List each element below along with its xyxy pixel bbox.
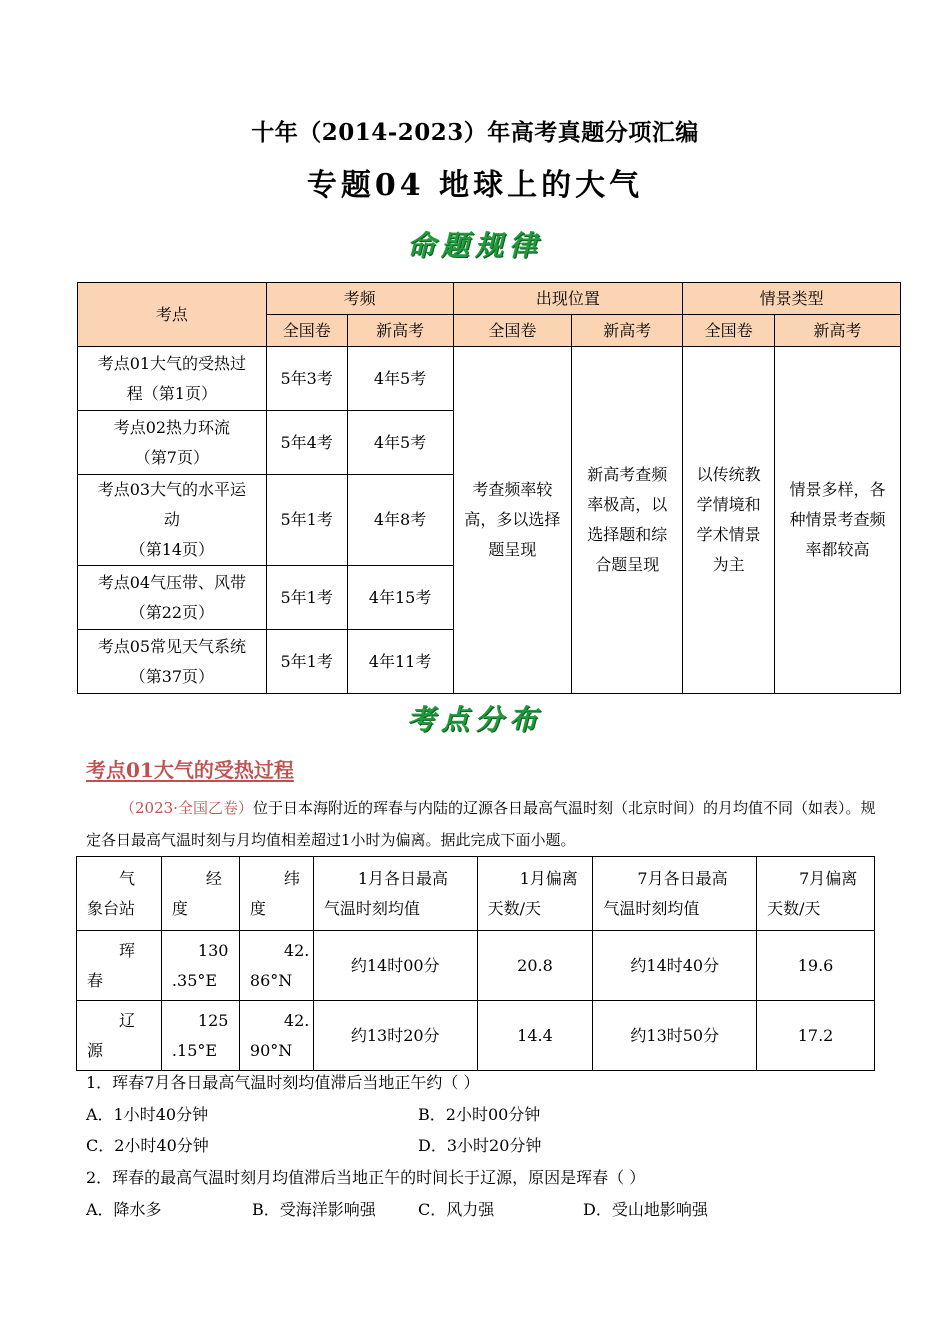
- section-heading-rules: 命题规律: [406, 229, 543, 262]
- table-row: [78, 347, 901, 411]
- freq-new: 4年5考: [347, 411, 453, 475]
- col-header: 1月各日最高 气温时刻均值: [313, 857, 477, 931]
- jul-time-cell: 约13时50分: [593, 1001, 757, 1071]
- jul-dev-cell: 17.2: [757, 1001, 875, 1071]
- table-row: [77, 931, 875, 1001]
- q1-option-a[interactable]: A．1小时40分钟: [86, 1105, 209, 1124]
- q2-option-a[interactable]: A．降水多: [86, 1200, 162, 1219]
- jul-time-cell: 约14时40分: [593, 931, 757, 1001]
- jan-dev-cell: 20.8: [477, 931, 593, 1001]
- subheader: 全国卷: [453, 315, 572, 347]
- kaodian-cell: 考点02热力环流 （第7页）: [78, 411, 267, 475]
- summary-table: [77, 282, 901, 694]
- q2-option-d[interactable]: D．受山地影响强: [583, 1200, 708, 1219]
- kaodian-cell: 考点01大气的受热过 程（第1页）: [78, 347, 267, 411]
- question-source: （2023·全国乙卷）: [120, 799, 253, 817]
- subheader: 新高考: [572, 315, 683, 347]
- subheader: 全国卷: [683, 315, 775, 347]
- col-header: 经 度: [161, 857, 239, 931]
- freq-new: 4年11考: [347, 630, 453, 694]
- subheader: 新高考: [775, 315, 901, 347]
- table-header-row: [77, 857, 875, 931]
- col-header: 纬 度: [239, 857, 313, 931]
- longitude-cell: 125 .15°E: [161, 1001, 239, 1071]
- col-header: 7月各日最高 气温时刻均值: [593, 857, 757, 931]
- subheader: 全国卷: [266, 315, 347, 347]
- jan-dev-cell: 14.4: [477, 1001, 593, 1071]
- table-row: [77, 1001, 875, 1071]
- station-cell: 辽 源: [77, 1001, 162, 1071]
- question-1-stem: 1．珲春7月各日最高气温时刻均值滞后当地正午约（ ）: [86, 1073, 480, 1092]
- latitude-cell: 42. 86°N: [239, 931, 313, 1001]
- question-intro: [86, 792, 876, 856]
- col-header: 7月偏离 天数/天: [757, 857, 875, 931]
- jul-dev-cell: 19.6: [757, 931, 875, 1001]
- header-chuxian: 出现位置: [453, 283, 683, 315]
- freq-new: 4年8考: [347, 475, 453, 566]
- question-2-stem: 2．珲春的最高气温时刻月均值滞后当地正午的时间长于辽源，原因是珲春（ ）: [86, 1168, 646, 1187]
- position-national: 考查频率较 高，多以选择 题呈现: [453, 347, 572, 694]
- header-kaodian: 考点: [78, 283, 267, 347]
- scenario-national: 以传统教 学情境和 学术情景 为主: [683, 347, 775, 694]
- longitude-cell: 130 .35°E: [161, 931, 239, 1001]
- document-title: 十年（2014-2023）年高考真题分项汇编: [251, 119, 699, 146]
- latitude-cell: 42. 90°N: [239, 1001, 313, 1071]
- freq-national: 5年3考: [266, 347, 347, 411]
- kaodian-cell: 考点05常见天气系统 （第37页）: [78, 630, 267, 694]
- freq-national: 5年4考: [266, 411, 347, 475]
- weather-data-table: [76, 856, 875, 1071]
- topic-title: 专题04 地球上的大气: [306, 168, 644, 203]
- q1-option-b[interactable]: B．2小时00分钟: [418, 1105, 541, 1124]
- freq-new: 4年15考: [347, 566, 453, 630]
- header-kaopin: 考频: [266, 283, 453, 315]
- subheader: 新高考: [347, 315, 453, 347]
- freq-national: 5年1考: [266, 475, 347, 566]
- kaodian-heading: 考点01大气的受热过程: [86, 758, 294, 782]
- freq-national: 5年1考: [266, 630, 347, 694]
- q1-option-d[interactable]: D．3小时20分钟: [418, 1136, 542, 1155]
- q2-option-b[interactable]: B．受海洋影响强: [252, 1200, 376, 1219]
- kaodian-cell: 考点04气压带、风带 （第22页）: [78, 566, 267, 630]
- freq-national: 5年1考: [266, 566, 347, 630]
- question-passage: 位于日本海附近的珲春与内陆的辽源各日最高气温时刻（北京时间）的月均值不同（如表）。规定各日最高气温时刻与月均值相差超过1小时为偏离。据此完成下面小题。: [86, 799, 876, 849]
- jan-time-cell: 约13时20分: [313, 1001, 477, 1071]
- col-header: 1月偏离 天数/天: [477, 857, 593, 931]
- q2-option-c[interactable]: C．风力强: [418, 1200, 495, 1219]
- station-cell: 珲 春: [77, 931, 162, 1001]
- header-qingjing: 情景类型: [683, 283, 901, 315]
- kaodian-cell: 考点03大气的水平运 动 （第14页）: [78, 475, 267, 566]
- col-header: 气 象台站: [77, 857, 162, 931]
- q1-option-c[interactable]: C．2小时40分钟: [86, 1136, 209, 1155]
- section-heading-distribution: 考点分布: [406, 703, 543, 736]
- scenario-new: 情景多样，各 种情景考查频 率都较高: [775, 347, 901, 694]
- position-new: 新高考查频 率极高，以 选择题和综 合题呈现: [572, 347, 683, 694]
- freq-new: 4年5考: [347, 347, 453, 411]
- jan-time-cell: 约14时00分: [313, 931, 477, 1001]
